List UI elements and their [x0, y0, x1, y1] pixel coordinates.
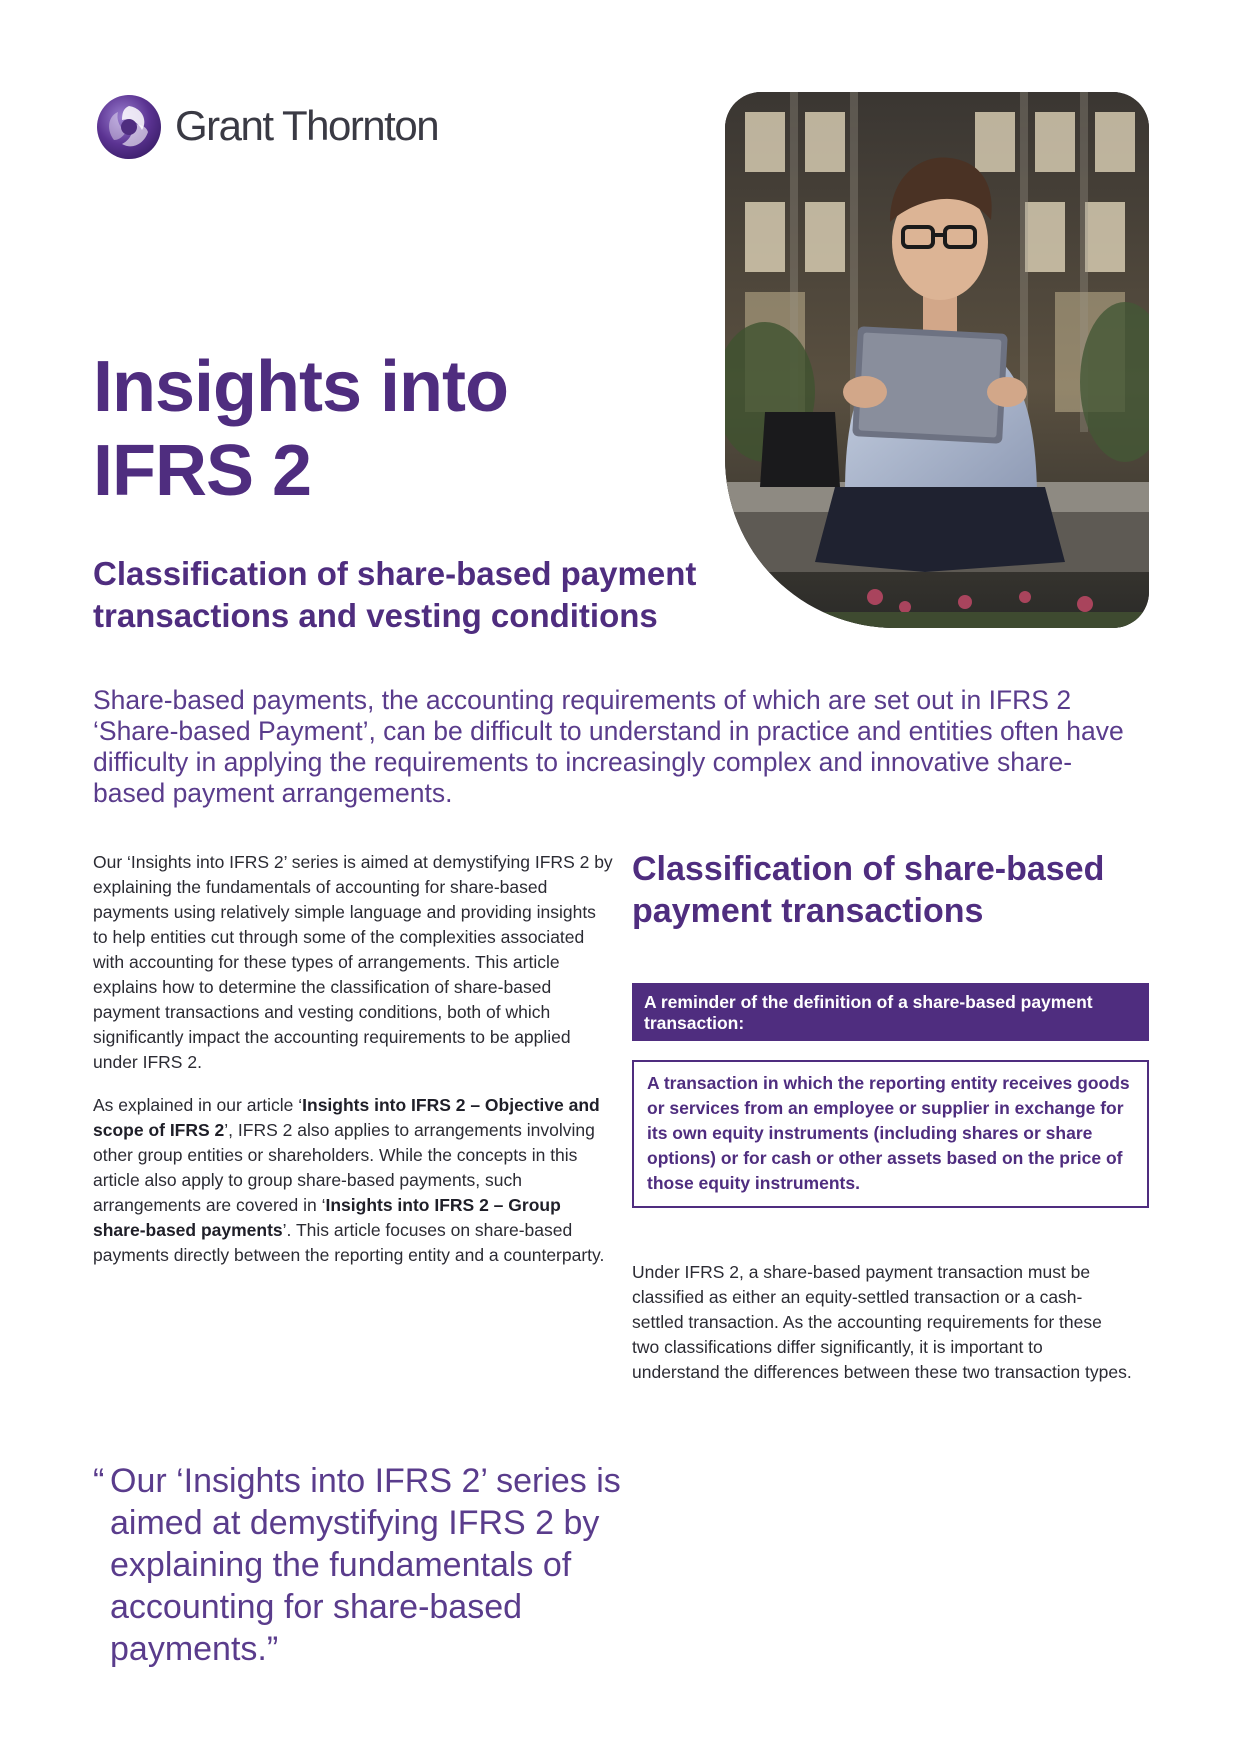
definition-callout-box: A transaction in which the reporting entity receives goods or services from an employee or supplier in exchange for its own equity instruments (including shares or share options) or for cash or other assets based on the price of those equity instruments.: [632, 1060, 1149, 1208]
article-reference-objective-scope: Insights into IFRS 2 – Objective and scope of IFRS 2: [93, 1095, 600, 1140]
body-paragraph-2: [93, 1093, 613, 1268]
pull-quote: [93, 1460, 653, 1670]
page-subtitle: Classification of share-based payment transactions and vesting conditions: [93, 555, 697, 634]
photo-man-with-tablet-icon: [725, 92, 1149, 628]
grant-thornton-logo-icon: [96, 94, 162, 160]
brand-name: Grant Thornton: [175, 102, 439, 149]
body-paragraph-3: Under IFRS 2, a share-based payment transaction must be classified as either an equity-settled transaction or a cash-settled transaction. As the accounting requirements for these two classifications differ significantly, it is important to understand the differences between these two transaction types.: [632, 1262, 1132, 1382]
quote-open-mark: “: [93, 1462, 105, 1500]
title-line-1: Insights into: [93, 347, 508, 427]
section-heading: Classification of share-based payment transactions: [632, 850, 1105, 930]
body-paragraph-1: Our ‘Insights into IFRS 2’ series is aimed at demystifying IFRS 2 by explaining the fundamentals of accounting for share-based payments using relatively simple language and providing insights to help entities cut through some of the complexities associated with accounting for these types of arrangements. This article explains how to determine the classification of share-based payment transactions and vesting conditions, both of which significantly impact the accounting requirements to be applied under IFRS 2.: [93, 852, 613, 1072]
intro-paragraph: Share-based payments, the accounting requirements of which are set out in IFRS 2 ‘Share-based Payment’, can be difficult to understand in practice and entities often have difficulty in applying the requirements to increasingly complex and innovative share-based payment arrangements.: [93, 685, 1124, 808]
definition-callout-header: A reminder of the definition of a share-based payment transaction:: [632, 983, 1149, 1041]
article-reference-group-payments: Insights into IFRS 2 – Group share-based payments: [93, 1195, 561, 1240]
title-line-2: IFRS 2: [93, 431, 312, 511]
para2-text-1: As explained in our article ‘: [93, 1095, 303, 1115]
para2-text-3: ’. This article focuses on share-based payments directly between the reporting entity and a counterparty.: [93, 1220, 605, 1265]
quote-text: Our ‘Insights into IFRS 2’ series is aimed at demystifying IFRS 2 by explaining the fundamentals of accounting for share-based payments.”: [110, 1462, 621, 1668]
brand-logo: [96, 92, 456, 162]
para2-text-2: ’, IFRS 2 also applies to arrangements involving other group entities or shareholders. While the concepts in this article also apply to group share-based payments, such arrangements are covered in ‘: [93, 1120, 595, 1215]
page-title: [93, 345, 693, 513]
hero-photo: [725, 92, 1149, 628]
